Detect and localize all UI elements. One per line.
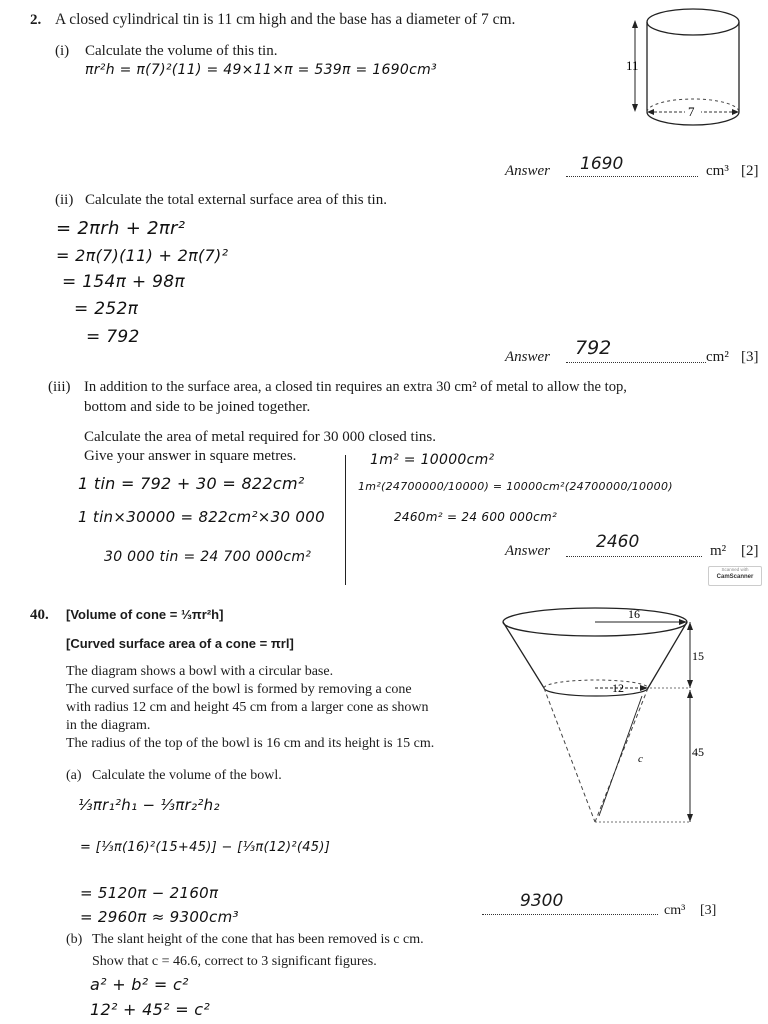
removed-cone-left — [544, 688, 595, 822]
bowl-right-side — [648, 622, 687, 688]
q2iii-text-3: Calculate the area of metal required for 30 000 closed tins. — [84, 429, 436, 445]
height-arrow-up — [632, 20, 638, 28]
cylinder-top-ellipse — [647, 9, 739, 35]
q2ii-working-1: = 2π(7)(11) + 2π(7)² — [56, 246, 229, 265]
q40a-text: Calculate the volume of the bowl. — [92, 768, 282, 783]
q2iii-answer-word: Answer — [505, 543, 550, 559]
cylinder-diagram — [625, 2, 745, 144]
q2-stem: A closed cylindrical tin is 11 cm high and the base has a diameter of 7 cm. — [55, 11, 516, 28]
q2i-text: Calculate the volume of this tin. — [85, 43, 278, 59]
q2iii-text-4: Give your answer in square metres. — [84, 448, 297, 464]
q2ii-working-2: = 154π + 98π — [62, 272, 185, 292]
q2-number: 2. — [30, 12, 42, 28]
base-radius-label: 12 — [612, 681, 624, 695]
q2iii-text-1: In addition to the surface area, a closed tin requires an extra 30 cm² of metal to allow the top, — [84, 379, 627, 395]
q40-formula-2: [Curved surface area of a cone = πrl] — [66, 636, 294, 651]
q2iii-text-2: bottom and side to be joined together. — [84, 399, 311, 415]
q2ii-marks: [3] — [741, 349, 759, 365]
bowl-height-label: 15 — [692, 649, 704, 663]
q2i-marks: [2] — [741, 163, 759, 179]
slant-line — [599, 696, 642, 816]
bowl-left-side — [503, 622, 544, 688]
q2iii-working-right-1: 1m²(24700000/10000) = 10000cm²(24700000/10000) — [358, 480, 673, 493]
bowl-base-back — [544, 680, 648, 688]
q40a-working-2: = 5120π − 2160π — [80, 884, 219, 902]
q2ii-working-4: = 792 — [86, 327, 140, 347]
working-divider — [345, 455, 346, 585]
q2iii-unit: m² — [710, 543, 727, 559]
q40b-text-2: Show that c = 46.6, correct to 3 significant figures. — [92, 954, 377, 969]
q2ii-answer-value[interactable]: 792 — [575, 337, 612, 359]
q40a-marks: [3] — [700, 903, 717, 918]
q40a-unit: cm³ — [664, 903, 686, 918]
q40a-working-1: = [⅓π(16)²(15+45)] − [⅓π(12)²(45)] — [80, 840, 331, 855]
q2iii-working-left-0: 1 tin = 792 + 30 = 822cm² — [78, 474, 305, 493]
q2i-working-0: πr²h = π(7)²(11) = 49×11×π = 539π = 1690cm³ — [85, 62, 437, 78]
q2i-unit: cm³ — [706, 163, 729, 179]
diameter-label: 7 — [688, 104, 695, 119]
q2i-answer-word: Answer — [505, 163, 550, 179]
q2ii-working-0: = 2πrh + 2πr² — [56, 218, 186, 239]
q2iii-working-left-2: 30 000 tin = 24 700 000cm² — [104, 549, 312, 565]
camscanner-badge: Scanned with CamScanner — [708, 566, 762, 586]
q40b-text-1: The slant height of the cone that has been removed is c cm. — [92, 932, 424, 947]
q2ii-working-3: = 252π — [74, 299, 139, 319]
q2iii-label: (iii) — [48, 379, 71, 395]
q2ii-unit: cm² — [706, 349, 729, 365]
q40a-label: (a) — [66, 768, 82, 783]
top-radius-label: 16 — [628, 607, 640, 621]
q40-description: The diagram shows a bowl with a circular base. The curved surface of the bowl is formed by removing a cone with radius 12 cm and height 45 cm from a larger cone as shown in the diagram. The radius of the top of the bowl is 16 cm and its height is 15 cm. — [66, 664, 435, 751]
q40a-answer-value[interactable]: 9300 — [520, 891, 564, 911]
q40b-label: (b) — [66, 932, 83, 947]
cone-height-label: 45 — [692, 745, 704, 759]
q40b-working-1: 12² + 45² = c² — [90, 1000, 211, 1019]
q2iii-answer-value[interactable]: 2460 — [596, 532, 640, 552]
q40-formula-1: [Volume of cone = ⅓πr²h] — [66, 607, 224, 622]
q2ii-text: Calculate the total external surface area of this tin. — [85, 192, 387, 208]
q2iii-working-left-1: 1 tin×30000 = 822cm²×30 000 — [78, 508, 325, 526]
q2i-answer-value[interactable]: 1690 — [580, 154, 624, 174]
q40-number: 40. — [30, 607, 49, 623]
height-label: 11 — [626, 58, 639, 73]
q2iii-marks: [2] — [741, 543, 759, 559]
q2iii-working-right-0: 1m² = 10000cm² — [370, 452, 495, 468]
q40a-working-0: ⅓πr₁²h₁ − ⅓πr₂²h₂ — [78, 796, 220, 814]
height-arrow-down — [632, 104, 638, 112]
q2i-label: (i) — [55, 43, 70, 59]
q2ii-label: (ii) — [55, 192, 74, 208]
slant-label: c — [638, 753, 643, 765]
bowl-base-front — [544, 688, 648, 696]
q2iii-working-right-2: 2460m² = 24 600 000cm² — [394, 510, 558, 524]
bowl-cone-diagram — [490, 600, 730, 830]
q40b-working-0: a² + b² = c² — [90, 975, 189, 994]
q2ii-answer-word: Answer — [505, 349, 550, 365]
q40a-working-3: = 2960π ≈ 9300cm³ — [80, 908, 239, 926]
